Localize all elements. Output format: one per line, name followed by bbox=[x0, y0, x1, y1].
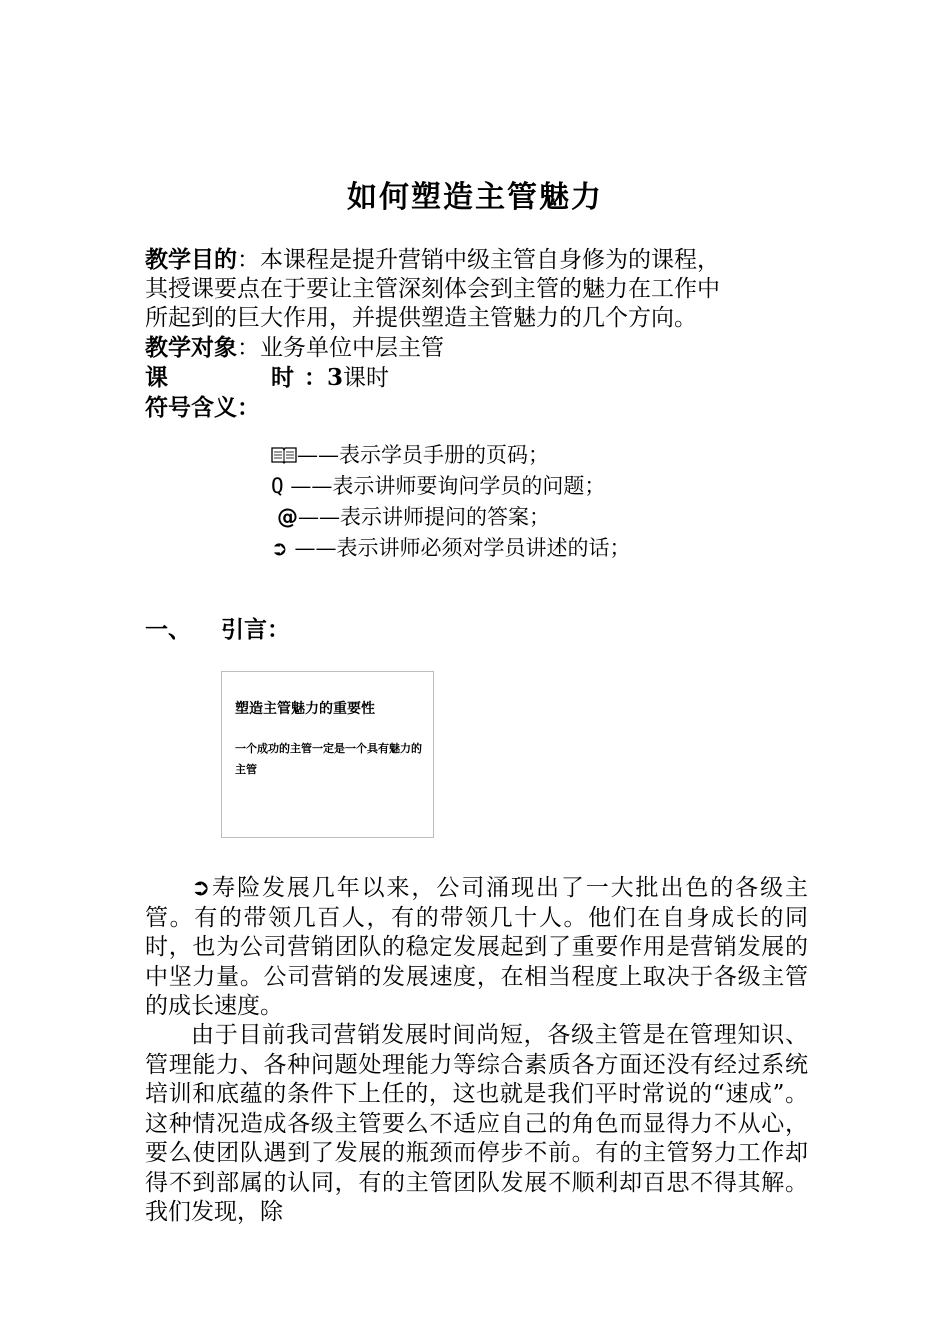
legend-text-speech: ——表示讲师必须对学员讲述的话； bbox=[287, 536, 631, 560]
section-title: 引言： bbox=[221, 617, 290, 643]
section-heading bbox=[145, 611, 290, 644]
legend-item-book bbox=[271, 440, 630, 471]
legend-item-speech bbox=[271, 533, 630, 564]
slide-thumbnail bbox=[221, 671, 434, 838]
page-title: 如何塑造主管魅力 bbox=[347, 180, 603, 215]
legend-text-answer: ——表示讲师提问的答案； bbox=[298, 505, 550, 529]
body-paragraph-1: ➲寿险发展几年以来，公司涌现出了一大批出色的各级主管。有的带领几百人，有的带领几十人。他们在自身成长的同时，也为公司营销团队的稳定发展起到了重要作用是营销发展的中坚力量。公司营销的发展速度，在相当程度上取决于各级主管的成长速度。 bbox=[145, 875, 808, 1019]
purpose-line-1: ：本课程是提升营销中级主管自身修为的课程， bbox=[237, 247, 720, 273]
teaching-purpose bbox=[145, 245, 720, 422]
symbols-label: 符号含义： bbox=[145, 394, 260, 421]
purpose-label: 教学目的 bbox=[145, 246, 237, 273]
arrow-icon: ➲ bbox=[271, 536, 288, 560]
legend-item-answer bbox=[271, 502, 630, 533]
symbol-legend bbox=[271, 440, 630, 564]
course-hours bbox=[145, 363, 720, 393]
slide-subtitle: 一个成功的主管一定是一个具有魅力的主管 bbox=[235, 742, 422, 776]
at-icon: @ bbox=[277, 505, 298, 529]
question-icon: Q bbox=[271, 474, 284, 498]
hours-label-b: 时 bbox=[271, 364, 294, 391]
book-icon bbox=[271, 442, 297, 460]
legend-text-question: ——表示讲师要询问学员的问题； bbox=[283, 474, 606, 498]
hours-unit: 课时 bbox=[343, 365, 390, 391]
legend-text-book: ——表示学员手册的页码； bbox=[297, 443, 549, 467]
slide-title: 塑造主管魅力的重要性 bbox=[235, 701, 375, 717]
audience-label: 教学对象 bbox=[145, 334, 237, 361]
hours-label-a: 课 bbox=[145, 364, 168, 391]
purpose-line-2: 其授课要点在于要让主管深刻体会到主管的魅力在工作中 bbox=[145, 276, 720, 302]
audience-value: ：业务单位中层主管 bbox=[237, 335, 444, 361]
hours-colon: ： bbox=[304, 364, 327, 391]
body-paragraph-2: 由于目前我司营销发展时间尚短，各级主管是在管理知识、管理能力、各种问题处理能力等综合素质各方面还没有经过系统培训和底蕴的条件下上任的，这也就是我们平时常说的“速成”。这种情况造成各级主管要么不适应自己的角色而显得力不从心，要么使团队遇到了发展的瓶颈而停步不前。有的主管努力工作却得不到部属的认同，有的主管团队发展不顺利却百思不得其解。我们发现，除 bbox=[145, 1022, 808, 1225]
section-number: 一、 bbox=[145, 617, 191, 643]
hours-number: 3 bbox=[327, 364, 344, 391]
legend-item-question bbox=[271, 471, 630, 502]
purpose-line-3: 所起到的巨大作用，并提供塑造主管魅力的几个方向。 bbox=[145, 305, 697, 331]
